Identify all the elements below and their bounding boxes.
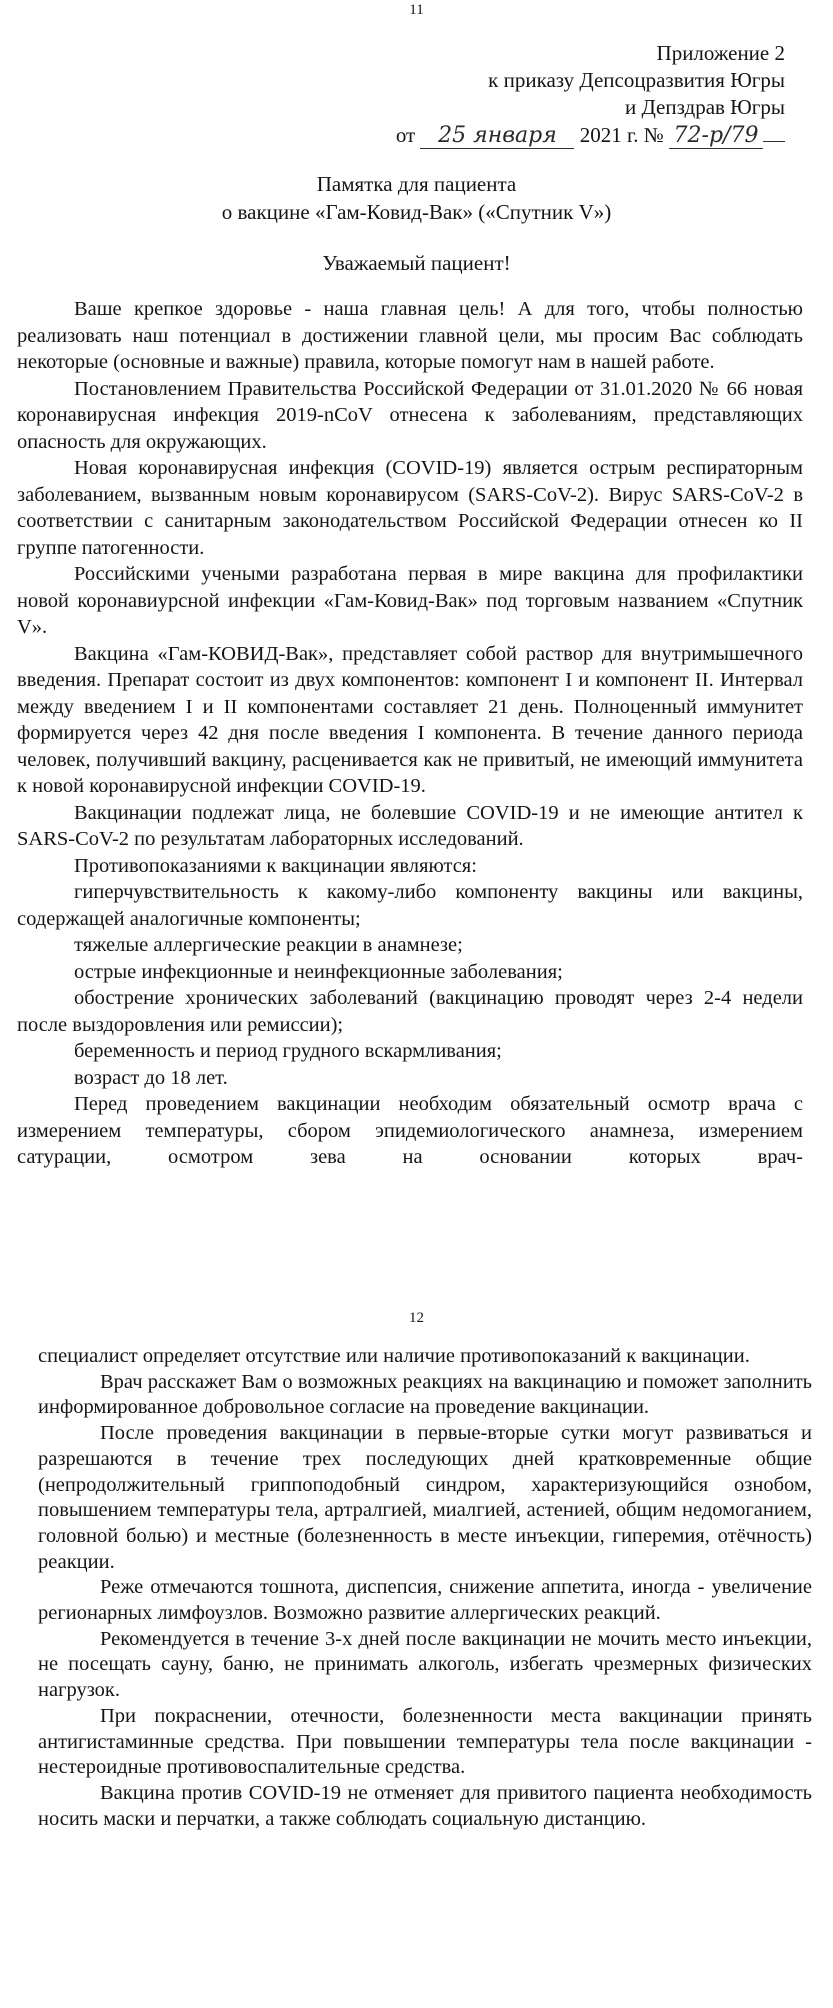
paragraph: Вакцина «Гам-КОВИД-Вак», представляет собой раствор для внутримышечного введения. Препарат состоит из двух компонентов: компонент I и компонент II. Интервал между введением I и II компонентами составляет 21 день. Полноценный иммунитет формируется через 42 дня после введения I компонента. В течение данного периода человек, получивший вакцину, расценивается как не привитый, не имеющий иммунитета к новой коронавирусной инфекции COVID-19. [17,642,803,797]
body-text [17,296,803,1171]
date-prefix: от [395,123,416,147]
paragraph: Вакцина против COVID-19 не отменяет для привитого пациента необходимость носить маски и перчатки, а также соблюдать социальную дистанцию. [38,1781,812,1830]
underline-tail [763,121,785,142]
page-number: 11 [409,2,424,18]
body-text [38,1344,812,1832]
handwritten-number: 72-р/79 [669,124,763,149]
list-item: тяжелые аллергические реакции в анамнезе; [74,934,463,956]
date-year: 2021 г. № [579,123,664,147]
list-item: возраст до 18 лет. [74,1066,228,1089]
list-item: обострение хронических заболеваний (вакцинацию проводят через 2-4 недели после выздоровления или ремиссии); [17,987,803,1036]
paragraph: Ваше крепкое здоровье - наша главная цель! А для того, чтобы полностью реализовать наш потенциал в достижении главной цели, мы просим Вас соблюдать некоторые (основные и важные) правила, которые помогут нам в нашей работе. [17,298,803,373]
title-line-2: о вакцине «Гам-Ковид-Вак» («Спутник V») [221,200,612,224]
paragraph: Новая коронавирусная инфекция (COVID-19) является острым респираторным заболеванием, вызванным новым коронавирусом (SARS-CoV-2). Вирус SARS-CoV-2 в соответствии с санитарным законодательством Российской Федерации отнесен ко II группе патогенности. [17,457,803,559]
paragraph: Постановлением Правительства Российской Федерации от 31.01.2020 № 66 новая коронавирусная инфекция 2019-nCoV отнесена к заболеваниям, представляющих опасность для окружающих. [17,377,803,453]
list-item: беременность и период грудного вскармливания; [74,1040,502,1062]
order-date-line [396,121,785,149]
page-number: 12 [409,1310,424,1326]
paragraph: Реже отмечаются тошнота, диспепсия, снижение аппетита, иногда - увеличение регионарных лимфоузлов. Возможно развитие аллергических реакций. [38,1576,812,1625]
document-page-2 [0,1270,833,2008]
paragraph: Врач расскажет Вам о возможных реакциях на вакцинацию и поможет заполнить информированное добровольное согласие на проведение вакцинации. [38,1370,812,1419]
paragraph: Российскими учеными разработана первая в мире вакцина для профилактики новой коронавиурсной инфекции «Гам-Ковид-Вак» под торговым названием «Спутник V». [17,563,803,638]
list-item: гиперчувствительность к какому-либо компоненту вакцины или вакцины, содержащей аналогичные компоненты; [17,881,803,930]
paragraph: После проведения вакцинации в первые-вторые сутки могут развиваться и разрешаются в течение трех последующих дней кратковременные общие (непродолжительный гриппоподобный синдром, характеризующийся ознобом, повышением температуры тела, артралгией, миалгией, астенией, общим недомоганием, головной болью) и местные (болезненность в месте инъекции, гиперемия, отёчность) реакции. [38,1422,812,1573]
order-reference: к приказу Депсоцразвития Югры [488,68,785,92]
order-reference-2: и Депздрав Югры [624,95,785,119]
handwritten-date: 25 января [420,124,574,149]
paragraph: специалист определяет отсутствие или наличие противопоказаний к вакцинации. [38,1345,750,1367]
greeting: Уважаемый пациент! [322,251,511,275]
paragraph: Рекомендуется в течение 3-х дней после вакцинации не мочить место инъекции, не посещать сауну, баню, не принимать алкоголь, избегать чрезмерных физических нагрузок. [38,1627,812,1702]
appendix-header [396,40,785,149]
paragraph: Противопоказаниями к вакцинации являются: [74,854,477,877]
paragraph: При покраснении, отечности, болезненности места вакцинации принять антигистаминные средства. При повышении температуры тела после вакцинации - нестероидные противовоспалительные средства. [38,1704,812,1779]
paragraph: Перед проведением вакцинации необходим обязательный осмотр врача с измерением температуры, сбором эпидемиологического анамнеза, измерением сатурации, осмотром зева на основании которых врач- [17,1093,803,1168]
document-title [0,170,833,226]
appendix-label: Приложение 2 [656,41,785,65]
paragraph: Вакцинации подлежат лица, не болевшие COVID-19 и не имеющие антител к SARS-CoV-2 по результатам лабораторных исследований. [17,801,803,850]
title-line-1: Памятка для пациента [316,172,517,196]
list-item: острые инфекционные и неинфекционные заболевания; [74,960,563,983]
